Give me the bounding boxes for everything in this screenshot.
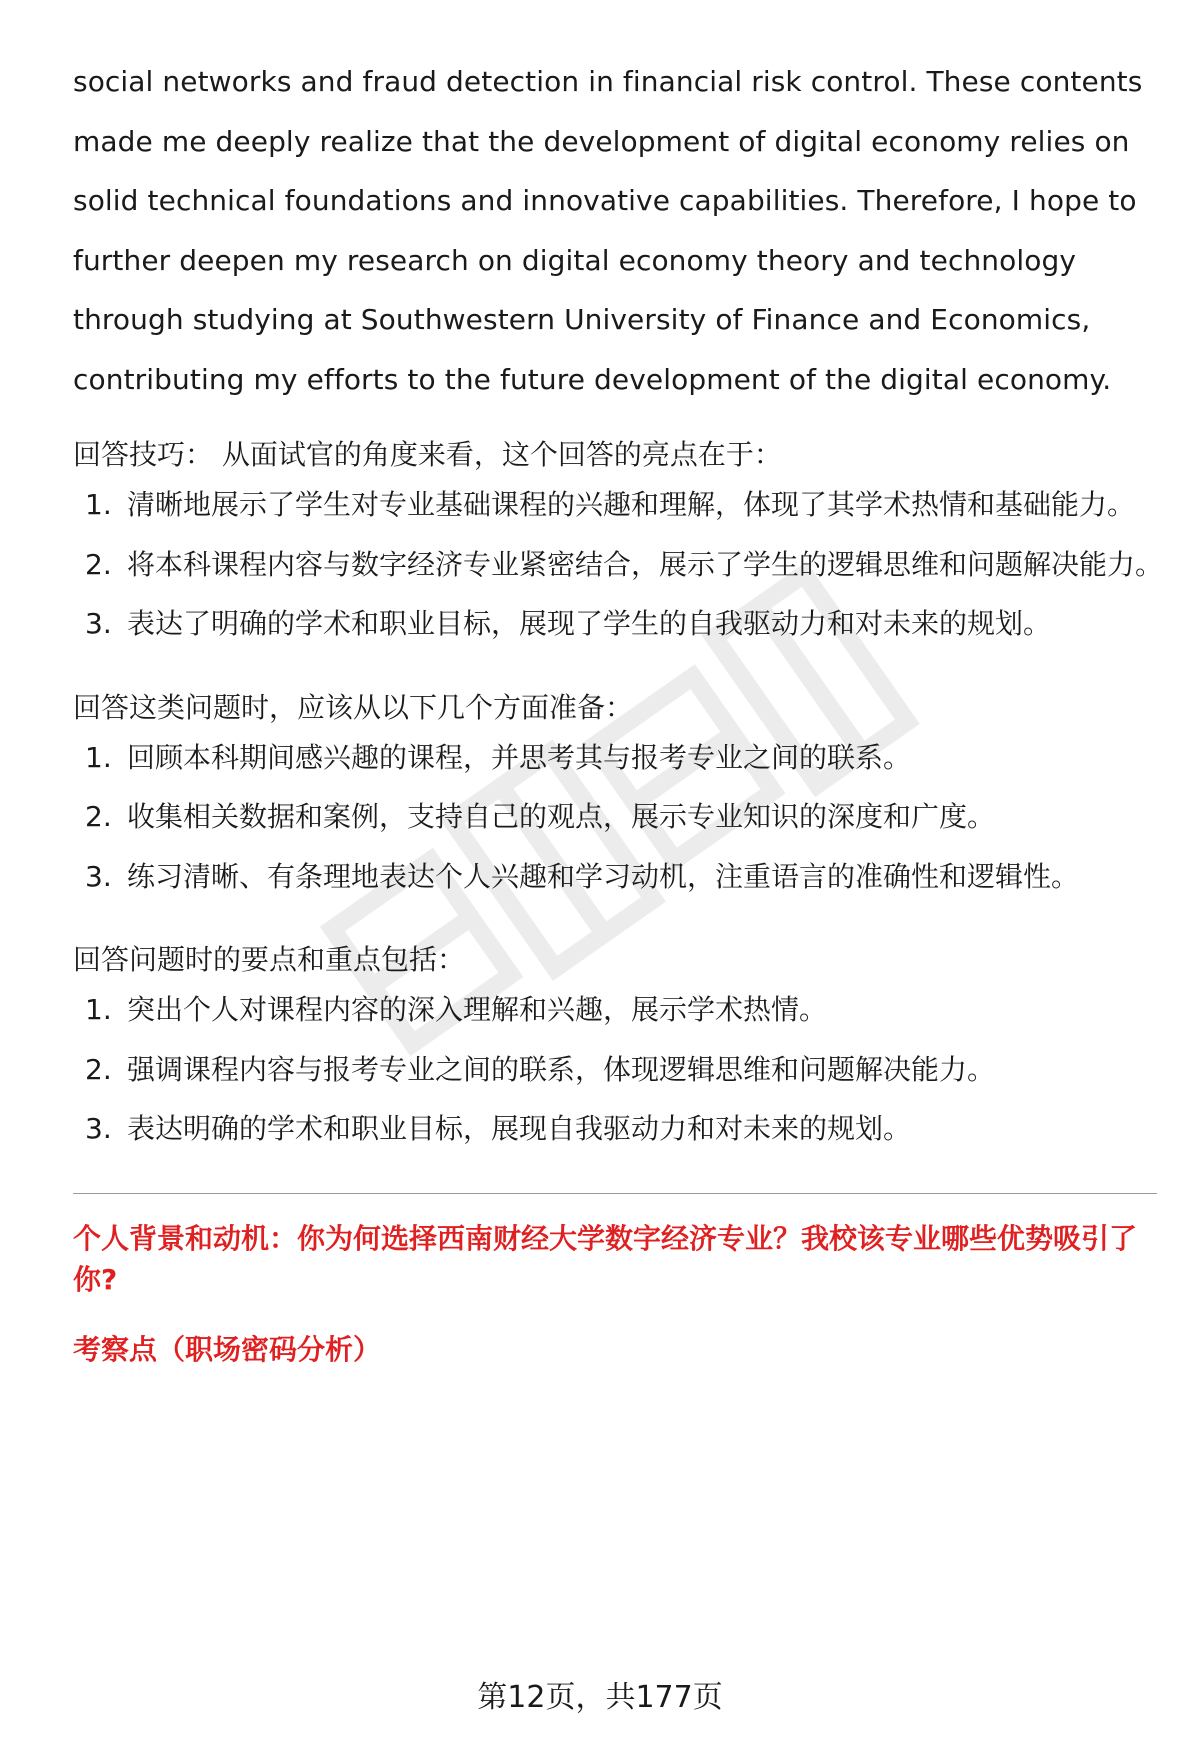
list-item [73, 535, 1163, 595]
intro-line: further deepen my research on digital economy theory and technology [73, 243, 1077, 277]
intro-line: social networks and fraud detection in financial risk control. These contents [73, 65, 1143, 98]
document-body [73, 52, 1163, 1370]
question-heading: 个人背景和动机：你为何选择西南财经大学数字经济专业？我校该专业哪些优势吸引了你? [73, 1221, 1138, 1296]
preparation-label: 回答这类问题时，应该从以下几个方面准备： [73, 690, 634, 724]
page-number-footer: 第12页，共177页 [477, 1680, 723, 1715]
list-number: 3. [85, 1112, 112, 1145]
list-item [73, 1040, 1163, 1100]
list-number: 2. [85, 1052, 112, 1086]
list-item [73, 847, 1163, 907]
list-number: 2. [85, 547, 112, 581]
list-item [73, 787, 1163, 847]
list-text: 收集相关数据和案例，支持自己的观点，展示专业知识的深度和广度。 [127, 800, 996, 833]
list-text: 将本科课程内容与数字经济专业紧密结合，展示了学生的逻辑思维和问题解决能力。 [127, 547, 1164, 581]
list-item [73, 475, 1163, 535]
list-text: 清晰地展示了学生对专业基础课程的兴趣和理解，体现了其学术热情和基础能力。 [127, 488, 1136, 521]
list-text: 突出个人对课程内容的深入理解和兴趣，展示学术热情。 [127, 993, 828, 1026]
list-item [73, 728, 1163, 788]
list-item [73, 980, 1163, 1040]
intro-line: solid technical foundations and innovative capabilities. Therefore, I hope to [73, 184, 1137, 217]
intro-line: made me deeply realize that the development of digital economy relies on [73, 124, 1130, 158]
intro-line: through studying at Southwestern University of Finance and Economics, [73, 303, 1091, 336]
assessment-subheading: 考察点（职场密码分析） [73, 1332, 382, 1366]
list-text: 练习清晰、有条理地表达个人兴趣和学习动机，注重语言的准确性和逻辑性。 [127, 859, 1080, 893]
list-number: 2. [85, 800, 112, 833]
answer-tips-label: 回答技巧： 从面试官的角度来看，这个回答的亮点在于： [73, 438, 782, 471]
preparation-list [73, 728, 1163, 907]
intro-line: contributing my efforts to the future development of the digital economy. [73, 362, 1112, 396]
answer-tips-list [73, 475, 1163, 654]
list-item [73, 1099, 1163, 1159]
list-number: 1. [85, 488, 112, 521]
list-number: 3. [85, 859, 112, 893]
key-points-label: 回答问题时的要点和重点包括： [73, 943, 466, 976]
list-text: 回顾本科期间感兴趣的课程，并思考其与报考专业之间的联系。 [127, 740, 912, 774]
key-points-list [73, 980, 1163, 1159]
list-number: 1. [85, 740, 112, 774]
section-divider [73, 1193, 1157, 1194]
list-text: 表达明确的学术和职业目标，展现自我驱动力和对未来的规划。 [127, 1112, 912, 1145]
list-text: 强调课程内容与报考专业之间的联系，体现逻辑思维和问题解决能力。 [127, 1052, 996, 1086]
list-number: 3. [85, 607, 112, 640]
intro-paragraph [73, 52, 1163, 409]
list-item [73, 594, 1163, 654]
list-text: 表达了明确的学术和职业目标，展现了学生的自我驱动力和对未来的规划。 [127, 607, 1052, 640]
list-number: 1. [85, 993, 112, 1026]
